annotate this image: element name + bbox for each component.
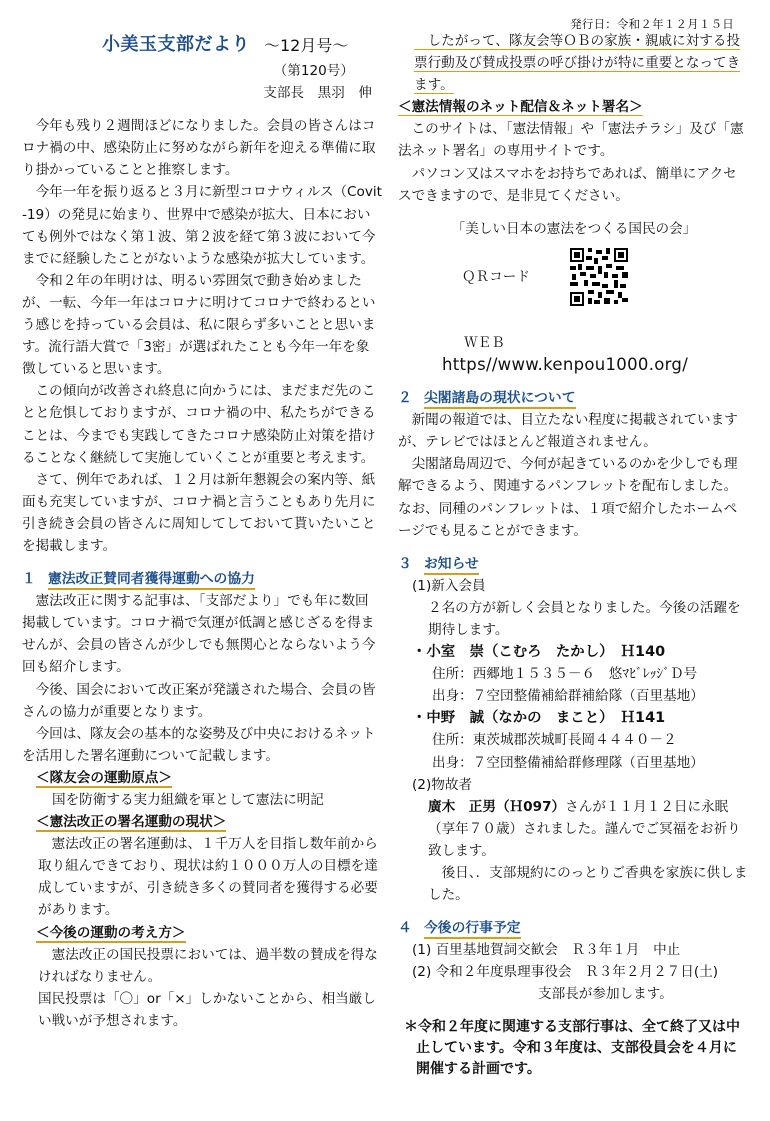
deceased-title: (2)物故者 <box>412 776 473 793</box>
member-2-address: 住所：東茨城郡茨城町長岡４４４０－２ <box>432 732 677 749</box>
issue-month: ～12月号～ <box>264 36 349 55</box>
deceased-text: 廣木 正男（Ｈ097）さんが１１月１２日に永眠（享年７０歳）されました。謹んでご冥福をお祈り致します。 <box>428 798 741 859</box>
qr-code-icon[interactable] <box>568 246 630 308</box>
section-1-paragraph-3: 今回は、隊友会の基本的な姿勢及び中央におけるネットを活用した署名運動について記載します。 <box>22 725 376 764</box>
issued-date: 発行日：令和２年１２月１５日 <box>570 17 734 31</box>
event-item-2: (2) 令和２年度県理事役会 Ｒ３年２月２７日(土) <box>412 964 719 981</box>
member-1-name: ・小室 崇（こむろ たかし） Ｈ140 <box>412 644 666 661</box>
sub-heading-signature-status: ＜憲法改正の署名運動の現状＞ <box>36 814 227 831</box>
section-2-paragraph-2: 尖閣諸島周辺で、今何が起きているのかを少しでも理解できるよう、関連するパンフレットを配布しました。なお、同種のパンフレットは、１項で紹介したホームページでも見ることができます。 <box>398 456 738 539</box>
author: 支部長 黒羽 伸 <box>263 85 372 102</box>
member-2-name: ・中野 誠（なかの まこと） Ｈ141 <box>412 710 666 727</box>
section-1-heading: １ 憲法改正賛同者獲得運動への協力 <box>22 568 255 590</box>
future-approach-text-2: 国民投票は「〇」or「×」しかないことから、相当厳しい戦いが予想されます。 <box>38 990 376 1029</box>
event-item-1: (1) 百里基地賀詞交歓会 Ｒ３年１月 中止 <box>412 942 681 959</box>
net-signature-text-2: パソコン又はスマホをお持ちであれば、簡単にアクセスできますので、是非見てください。 <box>398 165 737 204</box>
intro-paragraph-4: この傾向が改善され終息に向かうには、まだまだ先のことと危惧しておりますが、コロナ禍の中、私たちができることは、今までも実践してきたコロナ感染防止対策を措けることなく継続して実施していくことが重要と考えます。 <box>22 383 376 466</box>
section-1-paragraph-1: 憲法改正に関する記事は、「支部だより」でも年に数回掲載しています。コロナ禍で気運が低調と感じざるを得ませんが、会員の皆さんが少しでも無関心とならないよう今回も紹介します。 <box>22 593 376 676</box>
left-column <box>22 30 382 1032</box>
right-column <box>398 30 750 1080</box>
sub-heading-future-approach: ＜今後の運動の考え方＞ <box>36 924 186 941</box>
section-2-heading: ２ 尖閣諸島の現状について <box>398 387 576 409</box>
closing-note: ＊令和２年度に関連する支部行事は、全て終了又は中止しています。令和３年度は、支部役員会を４月に開催する計画です。 <box>404 1018 740 1077</box>
member-2-origin: 出身：７空団整備補給群修理隊（百里基地） <box>432 754 704 771</box>
net-signature-text-1: このサイトは、「憲法情報」や「憲法チラシ」及び「憲法ネット署名」の専用サイトです。 <box>398 121 744 160</box>
web-url-link[interactable]: https//www.kenpou1000.org/ <box>442 354 689 374</box>
issue-number: （第120号） <box>273 63 354 79</box>
newsletter-title: 小美玉支部だより <box>102 34 250 55</box>
member-1-origin: 出身：７空団整備補給群補給隊（百里基地） <box>432 688 704 705</box>
future-approach-text-3: したがって、隊友会等ＯＢの家族・親戚に対する投票行動及び賛成投票の呼び掛けが特に重要となってきます。 <box>414 33 741 94</box>
section-2-paragraph-1: 新聞の報道では、目立たない程度に掲載されていますが、テレビではほとんど報道されません。 <box>398 412 738 451</box>
new-members-title: (1)新入会員 <box>412 577 486 594</box>
sub-heading-net-signature: ＜憲法情報のネット配信＆ネット署名＞ <box>398 99 643 116</box>
section-4-heading: ４ 今後の行事予定 <box>398 917 521 939</box>
principle-text: 国を防衛する実力組織を軍として憲法に明記 <box>52 792 324 808</box>
section-1-paragraph-2: 今後、国会において改正案が発議された場合、会員の皆さんの協力が重要となります。 <box>22 681 376 720</box>
member-1-address: 住所：西郷地１５３５－６ 悠ﾏﾋﾞﾚｯｼﾞＤ号 <box>432 666 698 683</box>
section-3-heading: ３ お知らせ <box>398 553 479 575</box>
event-item-2-note: 支部長が参加します。 <box>538 986 673 1003</box>
intro-paragraph-3: 令和２年の年明けは、明るい雰囲気で動き始めましたが、一転、今年一年はコロナに明けてコロナで終わるという感じを持っている会員は、私に限らず多いことと思います。流行語大賞で「3密」が選ばれたことも今年一年を象徴していると思います。 <box>22 272 376 378</box>
new-members-text: ２名の方が新しく会員となりました。今後の活躍を期待します。 <box>428 599 741 638</box>
web-label: ＷＥＢ <box>464 334 505 351</box>
signature-status-text: 憲法改正の署名運動は、１千万人を目指し数年前から取り組んできており、現状は約１０００万人の目標を達成していますが、引き続き多くの賛同者を獲得する必要があります。 <box>38 836 378 919</box>
title-row <box>22 30 382 60</box>
site-name: 「美しい日本の憲法をつくる国民の会」 <box>451 220 697 237</box>
intro-paragraph-2: 今年一年を振り返ると３月に新型コロナウィルス（Covit-19）の発見に始まり、世界中で感染が拡大、日本においても例外ではなく第１波、第２波を経て第３波において今までに経験したことがないような感染が拡大しています。 <box>22 184 382 267</box>
qr-row <box>398 246 750 318</box>
intro-paragraph-1: 今年も残り２週間ほどになりました。会員の皆さんはコロナ禍の中、感染防止に努めながら新年を迎える準備に取り掛かっていることと推察します。 <box>22 118 376 179</box>
qr-label: ＱＲコード <box>462 268 530 285</box>
intro-paragraph-5: さて、例年であれば、１２月は新年懇親会の案内等、紙面も充実していますが、コロナ禍と言うこともあり先月に引き続き会員の皆さんに周知してしておいて貰いたいことを掲載します。 <box>22 471 376 554</box>
future-approach-text-1: 憲法改正の国民投票においては、過半数の賛成を得なければなりません。 <box>38 946 378 985</box>
deceased-text-2: 後日、．支部規約にのっとりご香典を家族に供しました。 <box>428 865 748 904</box>
sub-heading-principle: ＜隊友会の運動原点＞ <box>36 769 172 786</box>
